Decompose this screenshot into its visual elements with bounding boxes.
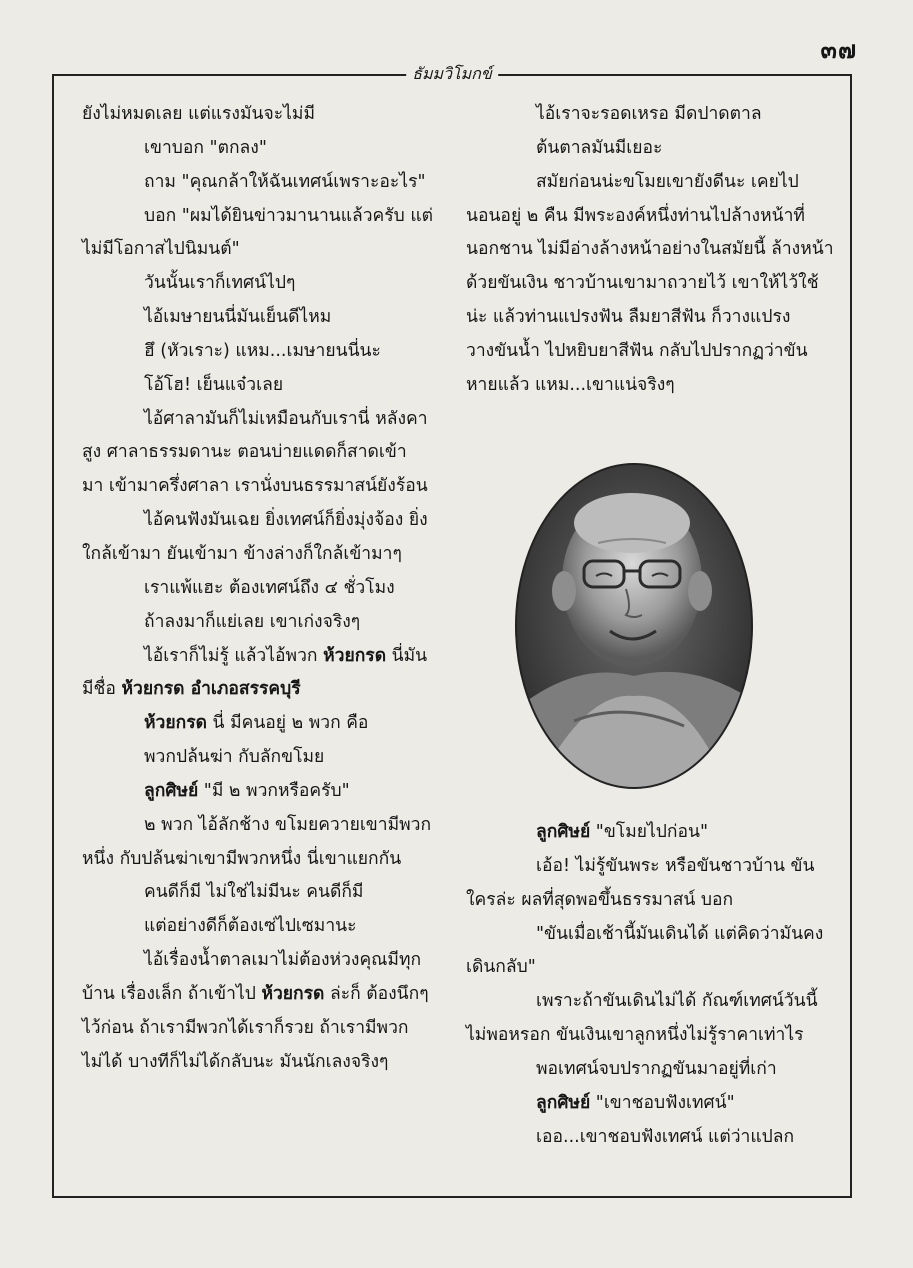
text-segment: โอ้โฮ! เย็นแจ๋วเลย bbox=[144, 374, 284, 395]
monk-portrait bbox=[514, 461, 754, 791]
text-segment: เพราะถ้าขันเดินไม่ได้ กัณฑ์เทศน์วันนี้ bbox=[536, 991, 818, 1012]
text-segment: ไอ้คนฟังมันเฉย ยิ่งเทศน์ก็ยิ่งมุ่งจ้อง ยิ่ง bbox=[144, 510, 428, 531]
text-line bbox=[466, 884, 836, 918]
text-line bbox=[82, 843, 428, 877]
text-segment: ไอ้เราก็ไม่รู้ แล้วไอ้พวก bbox=[144, 645, 324, 666]
text-line bbox=[82, 910, 428, 944]
text-segment: เขาบอก "ตกลง" bbox=[144, 137, 267, 158]
text-segment: ด้วยขันเงิน ชาวบ้านเขามาถวายไว้ เขาให้ไว้ใช้ bbox=[466, 273, 819, 294]
text-line bbox=[82, 504, 428, 538]
text-segment: สูง ศาลาธรรมดานะ ตอนบ่ายแดดก็สาดเข้า bbox=[82, 442, 407, 463]
text-segment: ไม่ได้ บางทีก็ไม่ได้กลับนะ มันนักเลงจริงๆ bbox=[82, 1051, 389, 1072]
text-line bbox=[82, 978, 428, 1012]
text-segment: วางขันน้ำ ไปหยิบยาสีฟัน กลับไปปรากฏว่าขัน bbox=[466, 340, 808, 361]
text-line bbox=[82, 673, 428, 707]
text-line bbox=[466, 1121, 836, 1155]
text-line bbox=[82, 301, 428, 335]
text-line bbox=[82, 606, 428, 640]
text-segment: "เขาชอบฟังเทศน์" bbox=[590, 1092, 735, 1113]
text-segment: คนดีก็มี ไม่ใช่ไม่มีนะ คนดีก็มี bbox=[144, 882, 364, 903]
text-segment: "มี ๒ พวกหรือครับ" bbox=[198, 780, 350, 801]
text-line bbox=[82, 876, 428, 910]
text-line bbox=[466, 200, 836, 234]
text-line bbox=[466, 850, 836, 884]
text-segment: ไอ้ศาลามันก็ไม่เหมือนกับเรานี่ หลังคา bbox=[144, 408, 428, 429]
text-line bbox=[82, 775, 428, 809]
text-segment: น่ะ แล้วท่านแปรงฟัน ลืมยาสีฟัน ก็วางแปรง bbox=[466, 307, 791, 328]
text-segment: สมัยก่อนน่ะขโมยเขายังดีนะ เคยไป bbox=[536, 171, 799, 192]
bold-text: ห้วยกรด bbox=[144, 713, 207, 734]
text-line bbox=[82, 233, 428, 267]
bold-text: ห้วยกรด อำเภอสรรคบุรี bbox=[121, 679, 301, 700]
text-line bbox=[82, 436, 428, 470]
text-segment: ๒ พวก ไอ้ลักช้าง ขโมยควายเขามีพวก bbox=[144, 814, 432, 835]
text-segment: เออ...เขาชอบฟังเทศน์ แต่ว่าแปลก bbox=[536, 1126, 795, 1147]
text-segment: มา เข้ามาครึ่งศาลา เรานั่งบนธรรมาสน์ยังร้อน bbox=[82, 476, 428, 497]
text-line bbox=[82, 572, 428, 606]
text-line bbox=[82, 470, 428, 504]
text-segment: ยังไม่หมดเลย แต่แรงมันจะไม่มี bbox=[82, 104, 315, 124]
text-segment: พวกปล้นฆ่า กับลักขโมย bbox=[144, 747, 325, 768]
text-line bbox=[82, 1046, 428, 1080]
text-segment: บ้าน เรื่องเล็ก ถ้าเข้าไป bbox=[82, 983, 262, 1004]
right-column-bottom bbox=[466, 816, 836, 1154]
text-segment: บอก "ผมได้ยินข่าวมานานแล้วครับ แต่ bbox=[144, 205, 433, 226]
text-line bbox=[466, 816, 836, 850]
text-segment: หายแล้ว แหม...เขาแน่จริงๆ bbox=[466, 374, 675, 395]
text-segment: ใกล้เข้ามา ยันเข้ามา ข้างล่างก็ใกล้เข้ามาๆ bbox=[82, 543, 402, 564]
text-line bbox=[82, 98, 428, 132]
text-segment: ไอ้เมษายนนี่มันเย็นดีไหม bbox=[144, 307, 332, 328]
text-line bbox=[82, 741, 428, 775]
right-column-top bbox=[466, 98, 836, 403]
bold-text: ห้วยกรด bbox=[323, 645, 387, 666]
text-segment: ถ้าลงมาก็แย่เลย เขาเก่งจริงๆ bbox=[144, 611, 361, 632]
text-line bbox=[466, 1053, 836, 1087]
text-line bbox=[82, 200, 433, 234]
text-line bbox=[82, 707, 428, 741]
text-line bbox=[466, 369, 836, 403]
text-segment: ใครล่ะ ผลที่สุดพอขึ้นธรรมาสน์ บอก bbox=[466, 889, 734, 910]
text-segment: นอกชาน ไม่มีอ่างล้างหน้าอย่างในสมัยนี้ ล้างหน้า bbox=[466, 239, 834, 260]
text-segment: ล่ะก็ ต้องนึกๆ bbox=[324, 983, 429, 1004]
text-segment: หนึ่ง กับปล้นฆ่าเขามีพวกหนึ่ง นี่เขาแยกกัน bbox=[82, 848, 402, 869]
bold-text: ห้วยกรด bbox=[261, 983, 325, 1004]
text-segment: แต่อย่างดีก็ต้องเซ่ไปเซมานะ bbox=[144, 916, 357, 937]
header-title: ธัมมวิโมกข์ bbox=[406, 63, 498, 85]
text-line bbox=[466, 918, 836, 952]
text-line bbox=[466, 951, 836, 985]
text-line bbox=[82, 403, 428, 437]
text-segment: มีชื่อ bbox=[82, 679, 122, 700]
text-segment: วันนั้นเราก็เทศน์ไปๆ bbox=[144, 273, 296, 294]
text-line bbox=[82, 640, 428, 674]
text-segment: เราแพ้แฮะ ต้องเทศน์ถึง ๔ ชั่วโมง bbox=[144, 577, 395, 598]
text-segment: นอนอยู่ ๒ คืน มีพระองค์หนึ่งท่านไปล้างหน้าที่ bbox=[466, 205, 805, 226]
text-segment: ไอ้เรื่องน้ำตาลเมาไม่ต้องห่วงคุณมีทุก bbox=[144, 950, 422, 971]
text-segment: ไม่พอหรอก ขันเงินเขาลูกหนึ่งไม่รู้ราคาเท่าไร bbox=[466, 1025, 804, 1046]
bold-text: ลูกศิษย์ bbox=[536, 822, 591, 842]
text-line bbox=[466, 98, 836, 132]
text-line bbox=[82, 132, 428, 166]
bold-text: ลูกศิษย์ bbox=[144, 780, 199, 801]
text-segment: ฮึ (หัวเราะ) แหม...เมษายนนี่นะ bbox=[144, 340, 381, 361]
text-line bbox=[82, 538, 428, 572]
text-segment: นี่ มีคนอยู่ ๒ พวก คือ bbox=[206, 713, 369, 734]
text-line bbox=[466, 301, 836, 335]
text-line bbox=[82, 369, 428, 403]
text-segment: เอ้อ! ไม่รู้ขันพระ หรือขันชาวบ้าน ขัน bbox=[536, 855, 815, 876]
text-segment: ไม่มีโอกาสไปนิมนต์" bbox=[82, 239, 240, 260]
text-segment: "ขันเมื่อเช้านี้มันเดินได้ แต่คิดว่ามันคง bbox=[536, 923, 824, 944]
text-line bbox=[82, 335, 428, 369]
text-line bbox=[82, 809, 432, 843]
page-frame bbox=[52, 64, 852, 1198]
text-line bbox=[466, 267, 836, 301]
text-segment: ถาม "คุณกล้าให้ฉันเทศน์เพราะอะไร" bbox=[144, 171, 426, 192]
text-line bbox=[466, 132, 836, 166]
text-line bbox=[466, 335, 836, 369]
text-line bbox=[82, 944, 428, 978]
text-line bbox=[466, 1087, 836, 1121]
text-segment: ต้นตาลมันมีเยอะ bbox=[536, 137, 663, 158]
text-line bbox=[466, 166, 836, 200]
left-column bbox=[82, 98, 433, 1079]
text-segment: ไว้ก่อน ถ้าเรามีพวกได้เราก็รวย ถ้าเรามีพวก bbox=[82, 1017, 409, 1038]
text-segment: ไอ้เราจะรอดเหรอ มีดปาดตาล bbox=[536, 104, 762, 124]
text-segment: พอเทศน์จบปรากฏขันมาอยู่ที่เก่า bbox=[536, 1058, 777, 1079]
text-line bbox=[82, 1012, 428, 1046]
text-line bbox=[82, 166, 428, 200]
bold-text: ลูกศิษย์ bbox=[536, 1092, 591, 1113]
text-line bbox=[82, 267, 428, 301]
text-line bbox=[466, 233, 836, 267]
text-segment: "ขโมยไปก่อน" bbox=[590, 822, 709, 842]
text-segment: นี่มัน bbox=[386, 645, 428, 666]
page-number: ๓๗ bbox=[820, 35, 857, 64]
text-segment: เดินกลับ" bbox=[466, 957, 536, 978]
text-line bbox=[466, 1019, 836, 1053]
text-line bbox=[466, 985, 836, 1019]
